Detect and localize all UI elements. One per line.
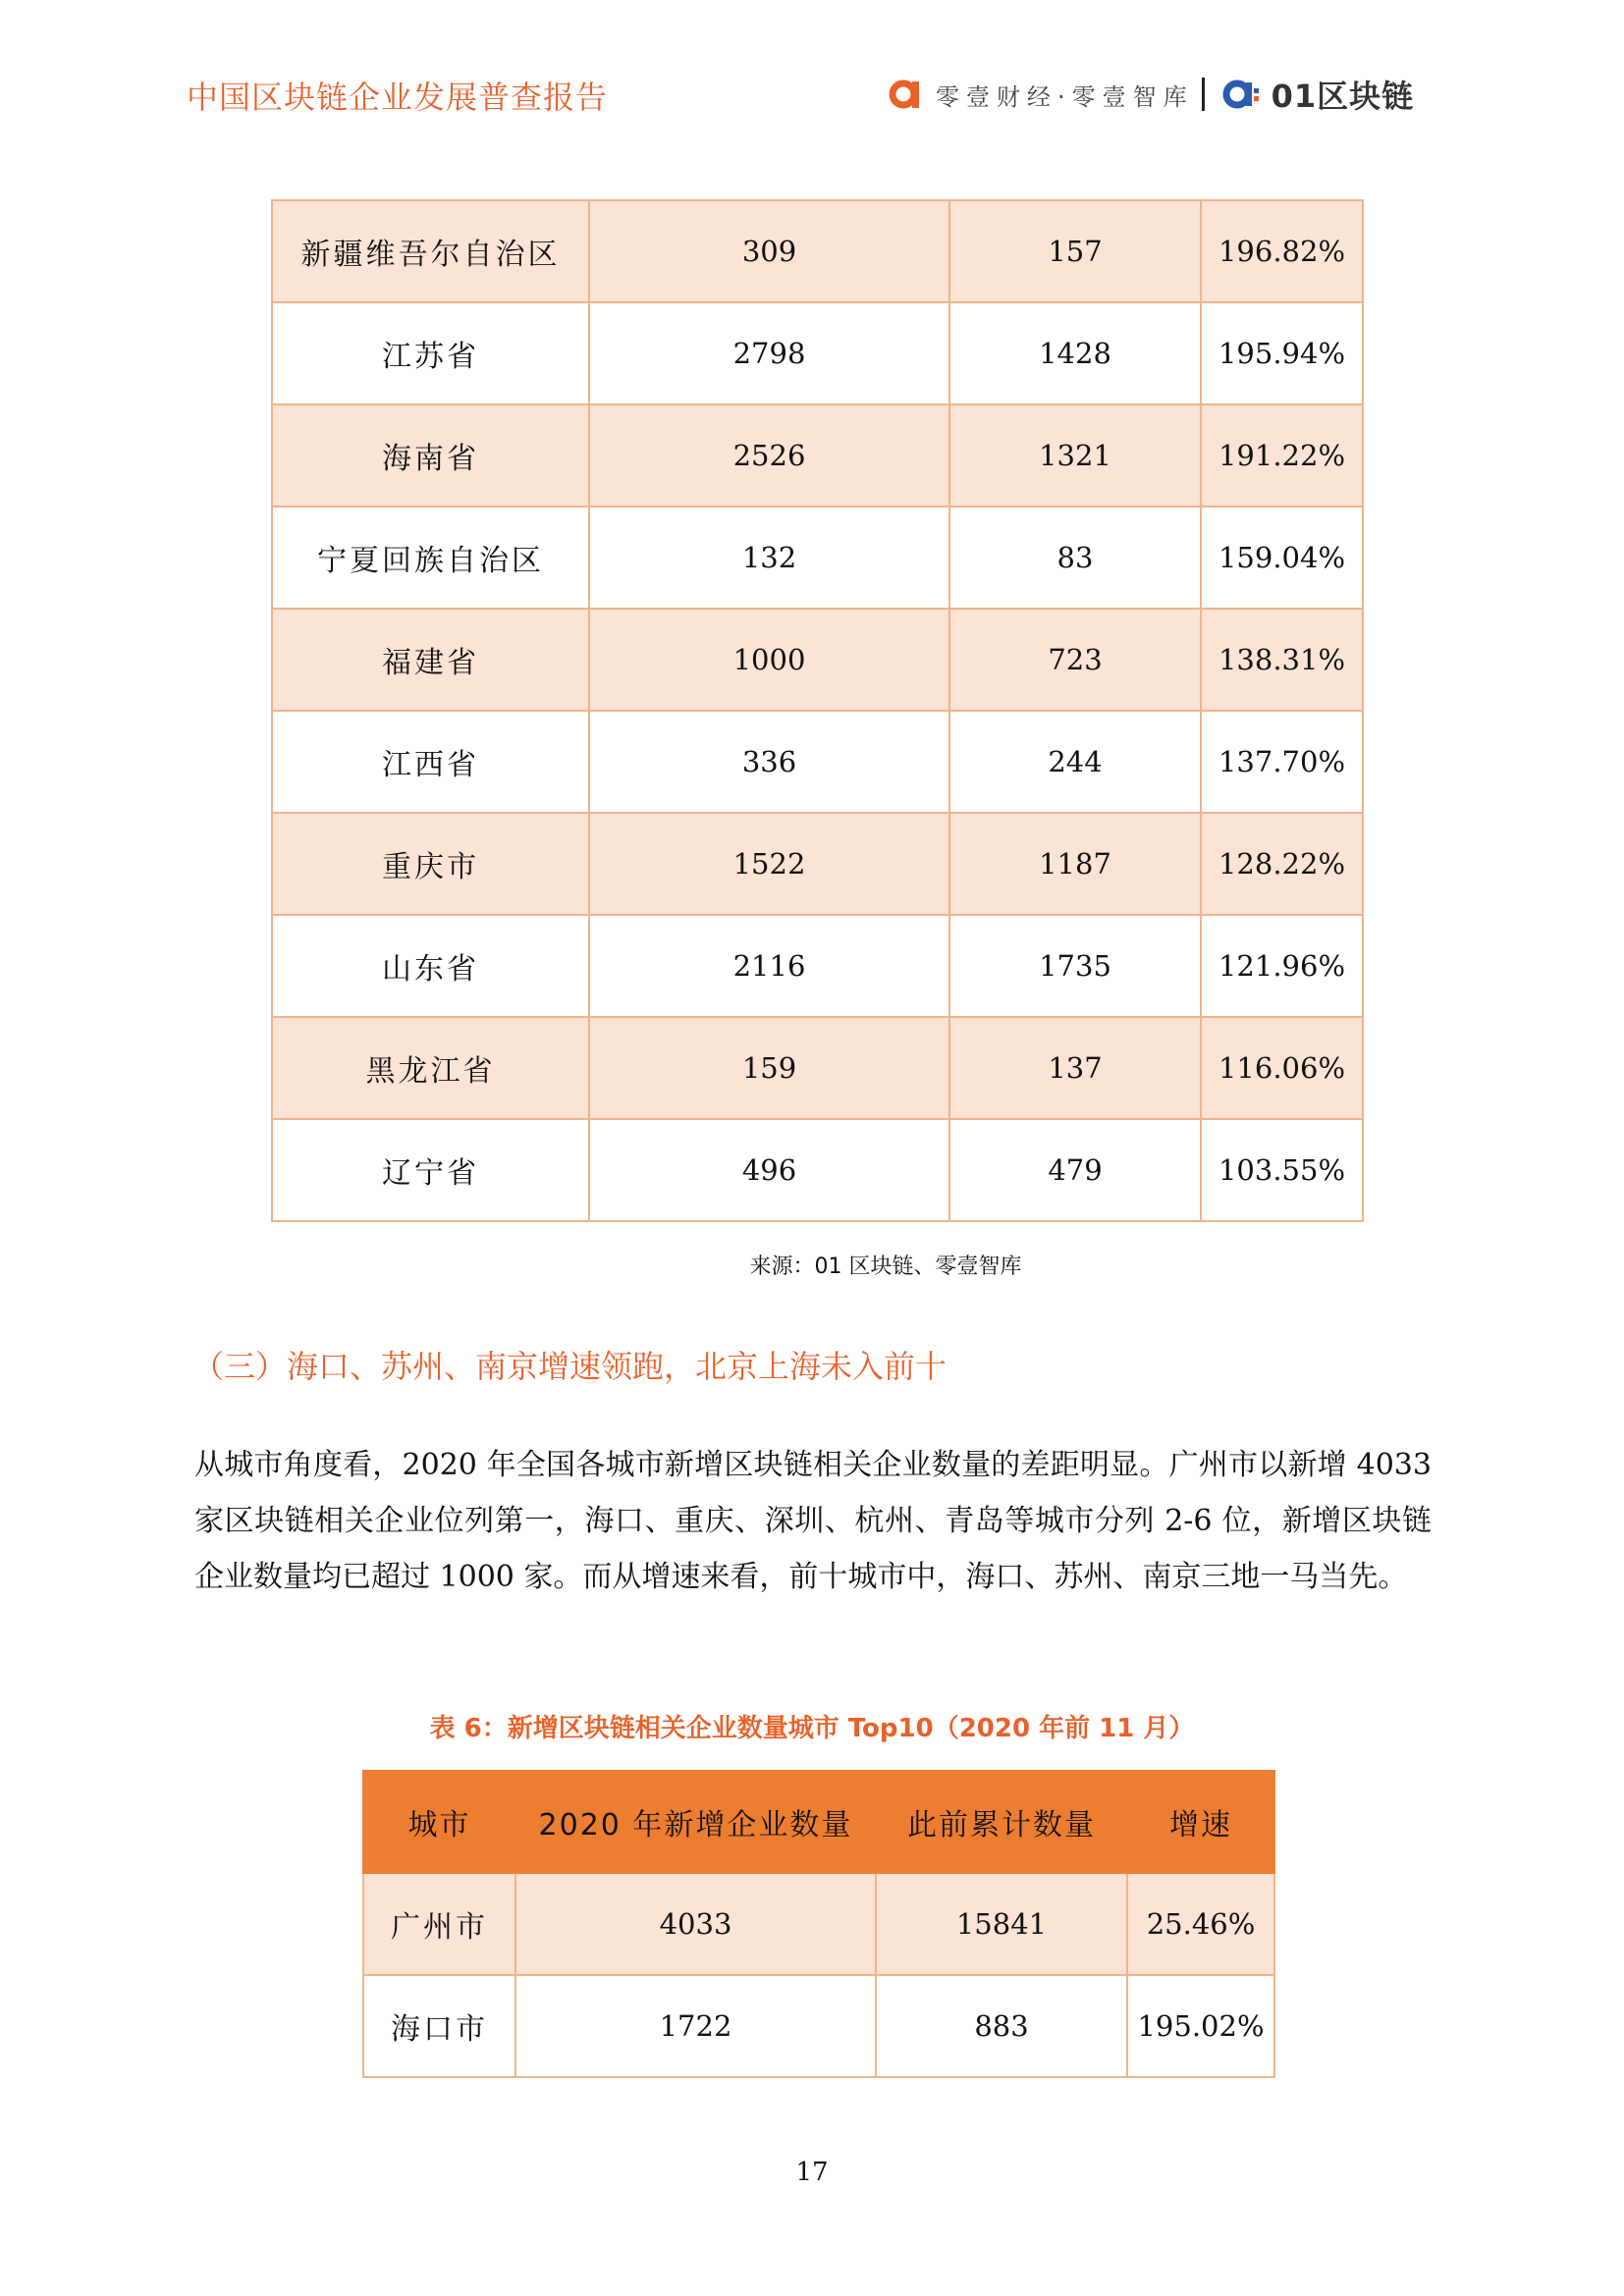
growth-cell: 138.31% [1201,609,1363,711]
region-cell: 海南省 [272,404,589,507]
new-count-cell: 2526 [589,404,949,507]
city-top10-table [362,1770,1275,2078]
new-count-cell: 132 [589,507,949,609]
province-growth-table [271,199,1364,1222]
region-cell: 辽宁省 [272,1119,589,1221]
region-cell: 江苏省 [272,302,589,404]
table-row [272,200,1363,302]
growth-cell: 195.02% [1127,1975,1274,2077]
table-row [272,1017,1363,1119]
previous-total-cell: 1428 [949,302,1201,404]
new-count-cell: 2116 [589,915,949,1017]
table-row [363,1975,1274,2077]
growth-cell: 191.22% [1201,404,1363,507]
growth-cell: 196.82% [1201,200,1363,302]
table-row [272,404,1363,507]
new-count-cell: 159 [589,1017,949,1119]
city-cell: 广州市 [363,1873,515,1975]
table-header-row [363,1771,1274,1873]
table-row [272,813,1363,915]
table-row [272,302,1363,404]
previous-total-cell: 157 [949,200,1201,302]
new-count-cell: 309 [589,200,949,302]
previous-total-cell: 1187 [949,813,1201,915]
table-row [363,1873,1274,1975]
growth-cell: 103.55% [1201,1119,1363,1221]
column-header: 此前累计数量 [876,1771,1127,1873]
growth-cell: 25.46% [1127,1873,1274,1975]
brand2-text: 01区块链 [1271,78,1415,115]
growth-cell: 116.06% [1201,1017,1363,1119]
growth-cell: 195.94% [1201,302,1363,404]
previous-total-cell: 479 [949,1119,1201,1221]
new-count-cell: 1000 [589,609,949,711]
region-cell: 黑龙江省 [272,1017,589,1119]
table-row [272,711,1363,813]
previous-total-cell: 83 [949,507,1201,609]
lingyi-logo-icon [889,78,922,111]
region-cell: 宁夏回族自治区 [272,507,589,609]
growth-cell: 121.96% [1201,915,1363,1017]
previous-total-cell: 1735 [949,915,1201,1017]
new-count-cell: 2798 [589,302,949,404]
section-heading: （三）海口、苏州、南京增速领跑，北京上海未入前十 [192,1348,947,1385]
region-cell: 重庆市 [272,813,589,915]
column-header: 城市 [363,1771,515,1873]
blockchain-logo-icon [1222,77,1266,112]
table-row [272,609,1363,711]
table-row [272,1119,1363,1221]
new-count-cell: 1722 [515,1975,876,2077]
region-cell: 新疆维吾尔自治区 [272,200,589,302]
previous-total-cell: 883 [876,1975,1127,2077]
previous-total-cell: 1321 [949,404,1201,507]
table-caption: 表 6：新增区块链相关企业数量城市 Top10（2020 年前 11 月） [429,1714,1195,1743]
table-row [272,915,1363,1017]
region-cell: 福建省 [272,609,589,711]
column-header: 2020 年新增企业数量 [515,1771,876,1873]
region-cell: 江西省 [272,711,589,813]
page-number: 17 [795,2158,829,2187]
city-cell: 海口市 [363,1975,515,2077]
growth-cell: 159.04% [1201,507,1363,609]
growth-cell: 128.22% [1201,813,1363,915]
previous-total-cell: 723 [949,609,1201,711]
brand-divider [1202,78,1205,111]
growth-cell: 137.70% [1201,711,1363,813]
table-row [272,507,1363,609]
new-count-cell: 1522 [589,813,949,915]
brand-logos [889,73,1414,116]
new-count-cell: 496 [589,1119,949,1221]
source-note: 来源：01 区块链、零壹智库 [749,1255,1022,1279]
column-header: 增速 [1127,1771,1274,1873]
new-count-cell: 4033 [515,1873,876,1975]
brand-text: 零壹财经·零壹智库 [936,82,1194,111]
region-cell: 山东省 [272,915,589,1017]
previous-total-cell: 15841 [876,1873,1127,1975]
previous-total-cell: 137 [949,1017,1201,1119]
previous-total-cell: 244 [949,711,1201,813]
report-title: 中国区块链企业发展普查报告 [187,79,609,116]
body-paragraph: 从城市角度看，2020 年全国各城市新增区块链相关企业数量的差距明显。广州市以新增 4033 家区块链相关企业位列第一，海口、重庆、深圳、杭州、青岛等城市分列 2-6 位，新增区块链企业数量均已超过 1000 家。而从增速来看，前十城市中，海口、苏州、南京三地一马当先。 [194,1448,1432,1594]
new-count-cell: 336 [589,711,949,813]
